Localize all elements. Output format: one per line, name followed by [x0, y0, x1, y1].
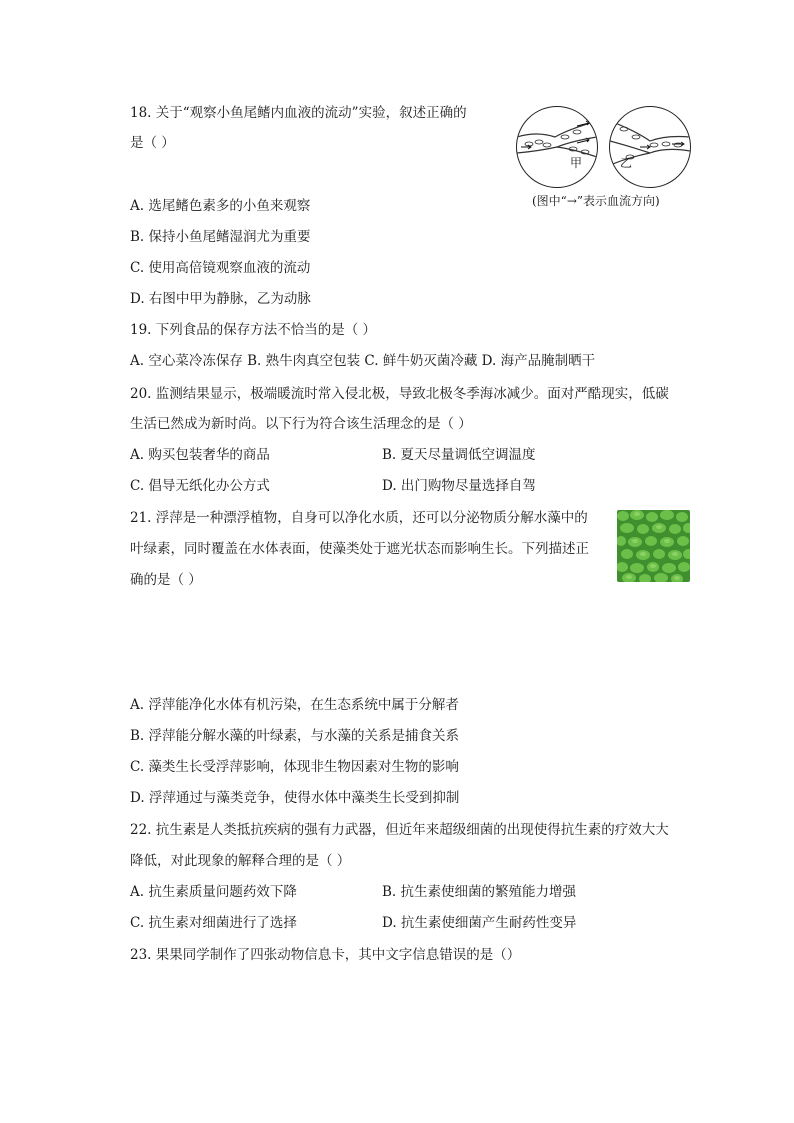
q22-stem-line1: 22. 抗生素是人类抵抗疾病的强有力武器，但近年来超级细菌的出现使得抗生素的疗效大大 [130, 822, 669, 838]
q21-option-b: B. 浮萍能分解水藻的叶绿素，与水藻的关系是捕食关系 [130, 728, 460, 744]
duckweed-image [617, 510, 690, 582]
q18-option-c: C. 使用高倍镜观察血液的流动 [130, 260, 311, 276]
q21-stem-line2: 叶绿素，同时覆盖在水体表面，使藻类处于遮光状态而影响生长。下列描述正 [130, 541, 589, 557]
label-jia: 甲 [570, 156, 583, 170]
q20-option-b: B. 夏天尽量调低空调温度 [382, 447, 536, 463]
q18-option-d: D. 右图中甲为静脉，乙为动脉 [130, 291, 311, 307]
q21-option-d: D. 浮萍通过与藻类竞争，使得水体中藻类生长受到抑制 [130, 790, 460, 806]
q22-stem-line2: 降低，对此现象的解释合理的是（ ） [130, 853, 351, 869]
vessel-jia-drawing [517, 107, 597, 187]
q21-option-a: A. 浮萍能净化水体有机污染，在生态系统中属于分解者 [130, 697, 459, 713]
q21-option-c: C. 藻类生长受浮萍影响，体现非生物因素对生物的影响 [130, 759, 459, 775]
vessel-circle-yi [609, 106, 691, 188]
q18-stem-line1: 18. 关于“观察小鱼尾鳍内血液的流动”实验，叙述正确的 [130, 105, 467, 121]
q18-option-b: B. 保持小鱼尾鳍湿润尤为重要 [130, 229, 311, 245]
duckweed-photo [617, 510, 690, 582]
q21-stem-line3: 确的是（ ） [130, 572, 202, 588]
q22-option-d: D. 抗生素使细菌产生耐药性变异 [382, 915, 577, 931]
q23-stem: 23. 果果同学制作了四张动物信息卡，其中文字信息错误的是（） [130, 947, 521, 963]
label-yi: 乙 [620, 156, 633, 170]
q18-option-a: A. 选尾鳍色素多的小鱼来观察 [130, 198, 311, 214]
q19-stem: 19. 下列食品的保存方法不恰当的是（ ） [130, 322, 377, 338]
q21-stem-line1: 21. 浮萍是一种漂浮植物，自身可以净化水质，还可以分泌物质分解水藻中的 [130, 510, 588, 526]
q19-options: A. 空心菜冷冻保存 B. 熟牛肉真空包装 C. 鲜牛奶灭菌冷藏 D. 海产品腌制晒干 [130, 353, 596, 369]
q20-stem-line1: 20. 监测结果显示，极端暖流时常入侵北极，导致北极冬季海冰减少。面对严酷现实，低碳 [130, 386, 669, 402]
q20-option-d: D. 出门购物尽量选择自驾 [382, 478, 536, 494]
q22-option-c: C. 抗生素对细菌进行了选择 [130, 915, 297, 931]
q22-option-a: A. 抗生素质量问题药效下降 [130, 884, 297, 900]
q20-stem-line2: 生活已然成为新时尚。以下行为符合该生活理念的是（ ） [130, 416, 472, 432]
vessel-circle-jia [516, 106, 598, 188]
q18-stem-line2: 是（ ） [130, 135, 175, 151]
figure-caption: (图中“→”表示血流方向) [532, 194, 660, 208]
q20-option-a: A. 购买包装奢华的商品 [130, 447, 270, 463]
vessel-yi-drawing [610, 107, 690, 187]
q22-option-b: B. 抗生素使细菌的繁殖能力增强 [382, 884, 577, 900]
q20-option-c: C. 倡导无纸化办公方式 [130, 478, 270, 494]
